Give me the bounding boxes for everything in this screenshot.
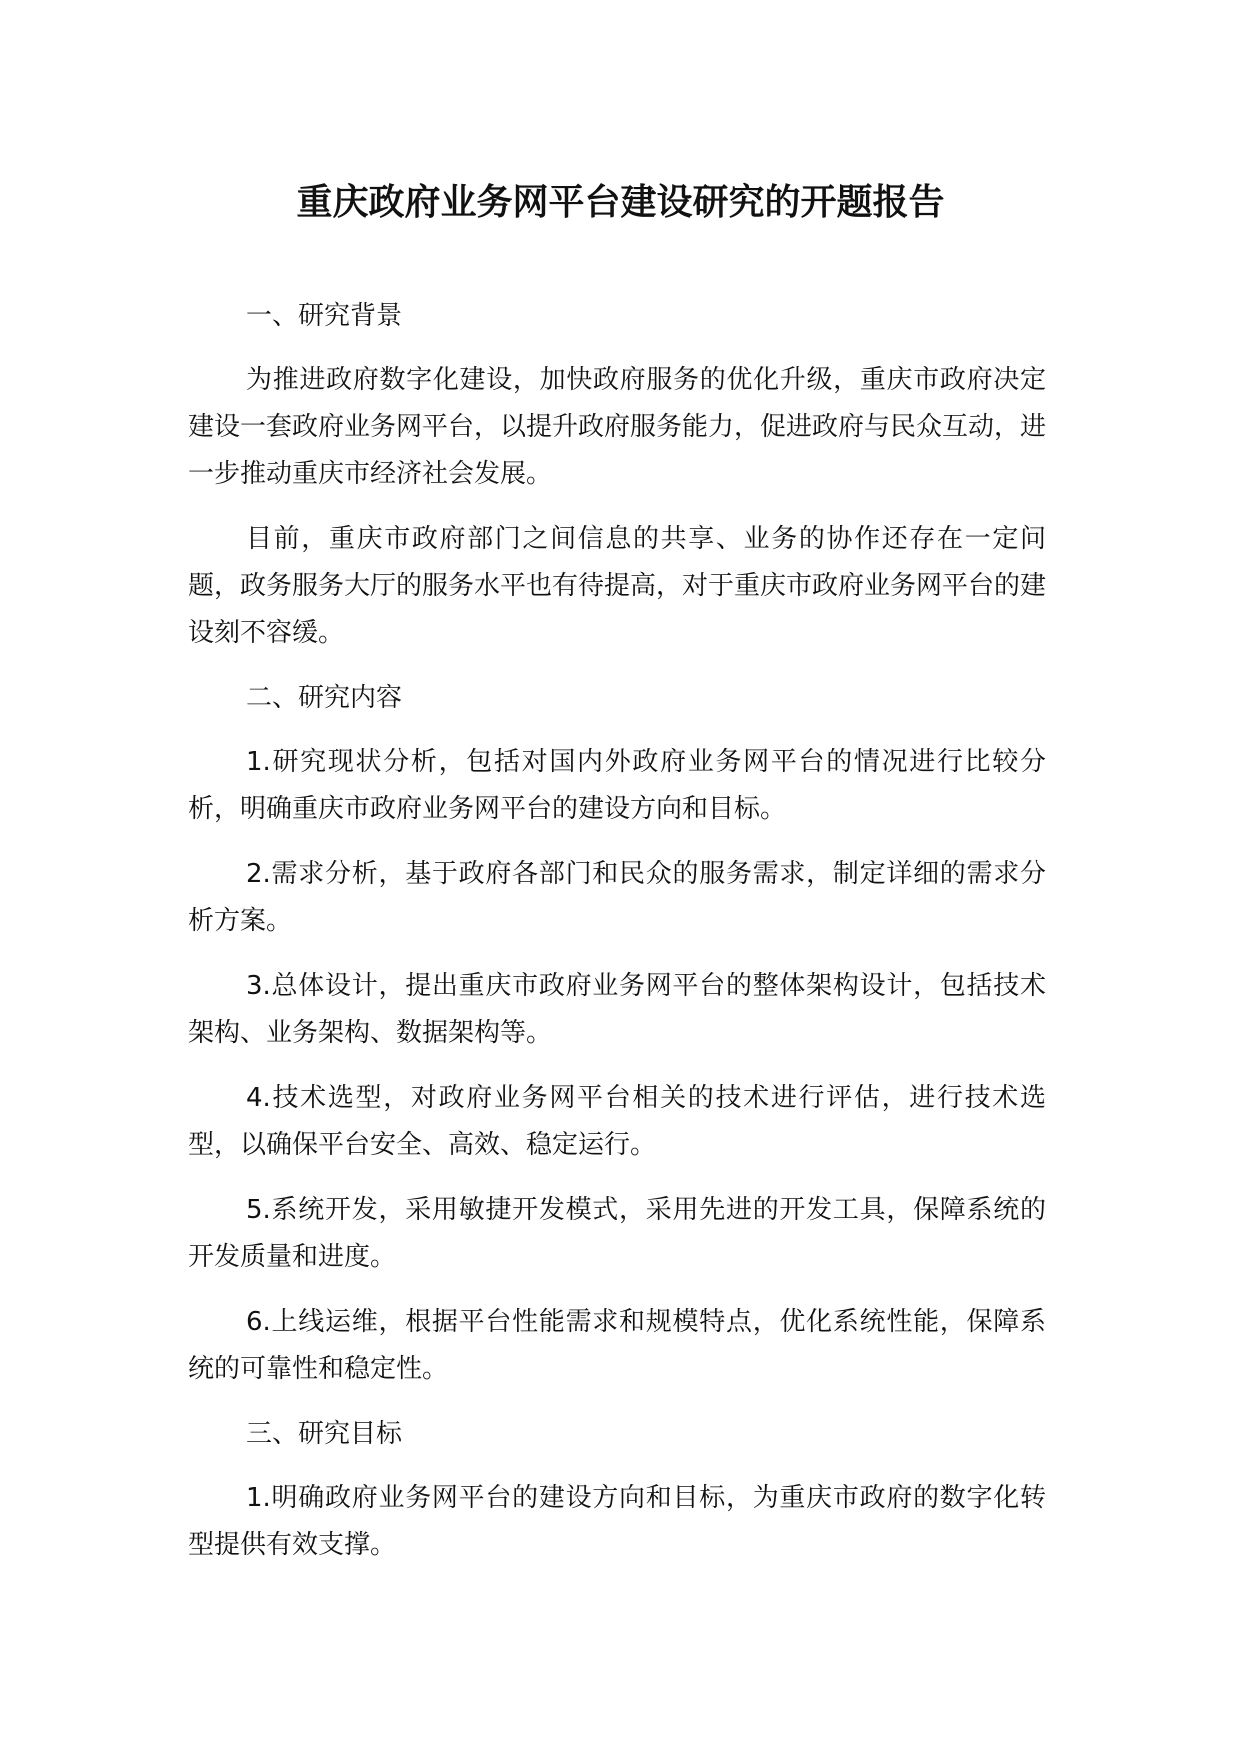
list-item-paragraph: 4.技术选型，对政府业务网平台相关的技术进行评估，进行技术选型，以确保平台安全、高效、稳定运行。: [188, 1083, 1046, 1160]
list-item-paragraph: 6.上线运维，根据平台性能需求和规模特点，优化系统性能，保障系统的可靠性和稳定性。: [188, 1307, 1046, 1384]
list-item-paragraph: 5.系统开发，采用敏捷开发模式，采用先进的开发工具，保障系统的开发质量和进度。: [188, 1195, 1046, 1272]
section-heading-content: 二、研究内容: [246, 683, 403, 713]
document-body: [188, 293, 1046, 1587]
list-item-paragraph: 3.总体设计，提出重庆市政府业务网平台的整体架构设计，包括技术架构、业务架构、数据架构等。: [188, 971, 1046, 1048]
list-item-paragraph: 1.明确政府业务网平台的建设方向和目标，为重庆市政府的数字化转型提供有效支撑。: [188, 1483, 1046, 1560]
list-item-paragraph: 1.研究现状分析，包括对国内外政府业务网平台的情况进行比较分析，明确重庆市政府业务网平台的建设方向和目标。: [188, 747, 1046, 824]
paragraph: 为推进政府数字化建设，加快政府服务的优化升级，重庆市政府决定建设一套政府业务网平台，以提升政府服务能力，促进政府与民众互动，进一步推动重庆市经济社会发展。: [188, 365, 1047, 489]
section-heading-goals: 三、研究目标: [246, 1419, 403, 1449]
paragraph: 目前，重庆市政府部门之间信息的共享、业务的协作还存在一定问题，政务服务大厅的服务水平也有待提高，对于重庆市政府业务网平台的建设刻不容缓。: [188, 524, 1047, 648]
section-heading-background: 一、研究背景: [246, 301, 403, 331]
list-item-paragraph: 2.需求分析，基于政府各部门和民众的服务需求，制定详细的需求分析方案。: [188, 859, 1046, 936]
document-title: 重庆政府业务网平台建设研究的开题报告: [296, 182, 945, 223]
